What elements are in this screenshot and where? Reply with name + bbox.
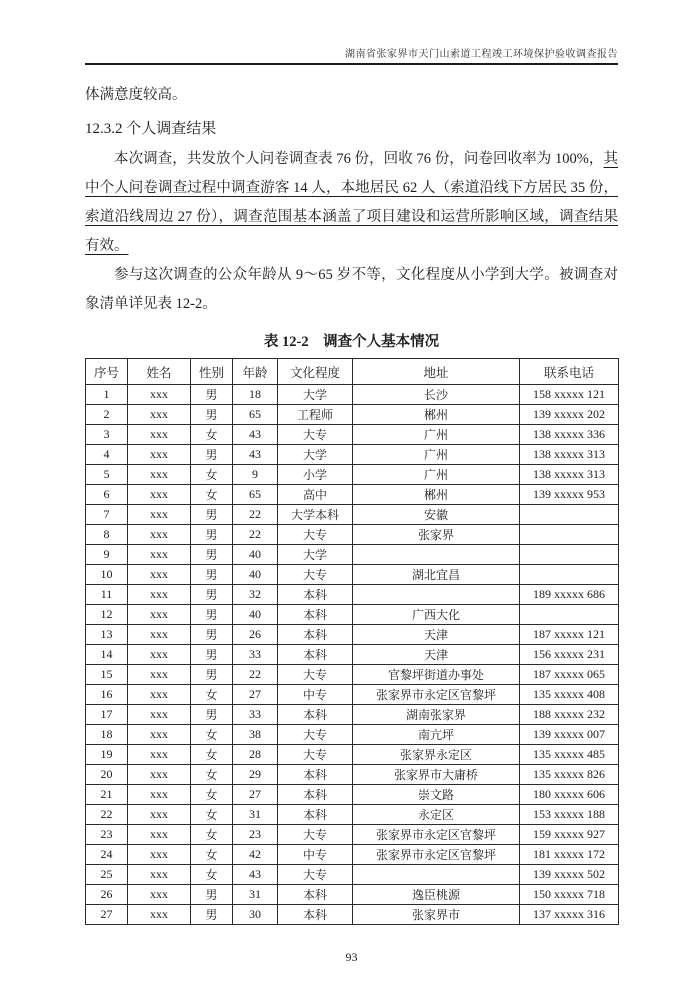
- table-cell: 18: [233, 385, 278, 405]
- table-cell: 广州: [353, 425, 520, 445]
- table-cell: 14: [86, 645, 128, 665]
- table-row: [86, 605, 619, 625]
- table-cell: 工程师: [278, 405, 353, 425]
- survey-respondents-table: [85, 358, 619, 925]
- table-cell: 25: [86, 865, 128, 885]
- table-body: [86, 385, 619, 925]
- table-row: [86, 625, 619, 645]
- table-cell: 女: [191, 805, 233, 825]
- table-cell: 40: [233, 565, 278, 585]
- table-cell: 本科: [278, 705, 353, 725]
- table-cell: xxx: [128, 705, 191, 725]
- table-cell: 10: [86, 565, 128, 585]
- table-cell: 女: [191, 845, 233, 865]
- table-cell: 男: [191, 525, 233, 545]
- table-cell: 43: [233, 445, 278, 465]
- table-cell: 65: [233, 485, 278, 505]
- table-cell: 女: [191, 485, 233, 505]
- table-cell: 33: [233, 645, 278, 665]
- table-cell: 187 xxxxx 065: [520, 665, 619, 685]
- table-cell: 21: [86, 785, 128, 805]
- table-cell: xxx: [128, 745, 191, 765]
- table-cell: 19: [86, 745, 128, 765]
- table-cell: xxx: [128, 625, 191, 645]
- table-cell: 女: [191, 825, 233, 845]
- table-cell: [353, 865, 520, 885]
- table-cell: xxx: [128, 645, 191, 665]
- table-cell: 6: [86, 485, 128, 505]
- table-cell: xxx: [128, 865, 191, 885]
- table-cell: 高中: [278, 485, 353, 505]
- paragraph-respondent-description: 参与这次调查的公众年龄从 9～65 岁不等，文化程度从小学到大学。被调查对象清单详见表 12-2。: [85, 267, 618, 312]
- table-row: [86, 885, 619, 905]
- table-cell: 小学: [278, 465, 353, 485]
- paragraph-intro-continuation: 体满意度较高。: [85, 87, 187, 103]
- table-cell: 男: [191, 885, 233, 905]
- table-cell: 男: [191, 645, 233, 665]
- table-cell: xxx: [128, 445, 191, 465]
- table-cell: 郴州: [353, 485, 520, 505]
- table-cell: 135 xxxxx 826: [520, 765, 619, 785]
- table-cell: [520, 505, 619, 525]
- table-cell: 男: [191, 585, 233, 605]
- table-cell: 永定区: [353, 805, 520, 825]
- table-cell: 150 xxxxx 718: [520, 885, 619, 905]
- table-cell: 本科: [278, 885, 353, 905]
- column-header-education: 文化程度: [278, 359, 353, 385]
- table-cell: 28: [233, 745, 278, 765]
- table-row: [86, 805, 619, 825]
- table-cell: xxx: [128, 505, 191, 525]
- running-header-title: 湖南省张家界市天门山索道工程竣工环境保护验收调查报告: [345, 49, 618, 60]
- table-cell: 20: [86, 765, 128, 785]
- table-cell: 张家界市永定区官黎坪: [353, 825, 520, 845]
- table-cell: 本科: [278, 605, 353, 625]
- table-cell: xxx: [128, 885, 191, 905]
- table-cell: 8: [86, 525, 128, 545]
- table-cell: 65: [233, 405, 278, 425]
- table-cell: 本科: [278, 785, 353, 805]
- table-cell: 男: [191, 625, 233, 645]
- table-cell: 大专: [278, 665, 353, 685]
- table-cell: 本科: [278, 645, 353, 665]
- table-cell: 男: [191, 505, 233, 525]
- table-row: [86, 785, 619, 805]
- table-cell: 9: [86, 545, 128, 565]
- table-cell: 本科: [278, 625, 353, 645]
- table-cell: 30: [233, 905, 278, 925]
- table-header-row: [86, 359, 619, 385]
- table-cell: 43: [233, 425, 278, 445]
- table-cell: 南亢坪: [353, 725, 520, 745]
- table-cell: 张家界永定区: [353, 745, 520, 765]
- table-row: [86, 825, 619, 845]
- table-row: [86, 725, 619, 745]
- table-cell: 40: [233, 605, 278, 625]
- table-cell: 138 xxxxx 313: [520, 445, 619, 465]
- table-cell: 男: [191, 385, 233, 405]
- table-cell: 湖北宜昌: [353, 565, 520, 585]
- table-row: [86, 745, 619, 765]
- table-cell: 22: [86, 805, 128, 825]
- table-cell: 187 xxxxx 121: [520, 625, 619, 645]
- table-cell: 138 xxxxx 336: [520, 425, 619, 445]
- table-cell: 38: [233, 725, 278, 745]
- table-cell: 女: [191, 685, 233, 705]
- table-cell: 31: [233, 805, 278, 825]
- table-cell: 43: [233, 865, 278, 885]
- table-row: [86, 645, 619, 665]
- table-header: [86, 359, 619, 385]
- table-cell: xxx: [128, 845, 191, 865]
- column-header-index: 序号: [86, 359, 128, 385]
- column-header-gender: 性别: [191, 359, 233, 385]
- table-cell: 大学: [278, 545, 353, 565]
- table-cell: 153 xxxxx 188: [520, 805, 619, 825]
- table-cell: [353, 585, 520, 605]
- table-cell: 12: [86, 605, 128, 625]
- table-row: [86, 465, 619, 485]
- table-cell: 181 xxxxx 172: [520, 845, 619, 865]
- table-cell: 159 xxxxx 927: [520, 825, 619, 845]
- table-cell: 张家界: [353, 525, 520, 545]
- table-cell: 23: [86, 825, 128, 845]
- header-divider-rule: [85, 63, 618, 65]
- table-cell: 张家界市: [353, 905, 520, 925]
- table-row: [86, 425, 619, 445]
- table-cell: 张家界市永定区官黎坪: [353, 685, 520, 705]
- table-cell: 大学: [278, 445, 353, 465]
- table-cell: xxx: [128, 405, 191, 425]
- table-cell: 男: [191, 665, 233, 685]
- table-cell: xxx: [128, 585, 191, 605]
- table-cell: 男: [191, 445, 233, 465]
- table-cell: 大专: [278, 745, 353, 765]
- table-cell: 42: [233, 845, 278, 865]
- table-cell: [520, 605, 619, 625]
- table-cell: xxx: [128, 725, 191, 745]
- table-cell: 本科: [278, 585, 353, 605]
- table-cell: 3: [86, 425, 128, 445]
- table-cell: 2: [86, 405, 128, 425]
- table-cell: 郴州: [353, 405, 520, 425]
- table-cell: 广州: [353, 465, 520, 485]
- table-cell: 22: [233, 525, 278, 545]
- table-row: [86, 485, 619, 505]
- table-cell: 16: [86, 685, 128, 705]
- table-cell: 135 xxxxx 408: [520, 685, 619, 705]
- table-cell: 女: [191, 785, 233, 805]
- table-cell: 天津: [353, 645, 520, 665]
- column-header-phone: 联系电话: [520, 359, 619, 385]
- table-cell: 女: [191, 745, 233, 765]
- table-cell: 张家界市永定区官黎坪: [353, 845, 520, 865]
- table-cell: 139 xxxxx 007: [520, 725, 619, 745]
- table-cell: 女: [191, 465, 233, 485]
- table-cell: 139 xxxxx 953: [520, 485, 619, 505]
- table-cell: xxx: [128, 785, 191, 805]
- table-row: [86, 545, 619, 565]
- table-cell: 135 xxxxx 485: [520, 745, 619, 765]
- table-row: [86, 765, 619, 785]
- table-cell: 男: [191, 565, 233, 585]
- table-cell: 180 xxxxx 606: [520, 785, 619, 805]
- table-cell: 女: [191, 865, 233, 885]
- table-cell: 男: [191, 545, 233, 565]
- table-cell: xxx: [128, 525, 191, 545]
- table-cell: xxx: [128, 825, 191, 845]
- table-cell: 139 xxxxx 202: [520, 405, 619, 425]
- table-cell: xxx: [128, 905, 191, 925]
- table-cell: xxx: [128, 605, 191, 625]
- table-cell: 本科: [278, 805, 353, 825]
- table-row: [86, 585, 619, 605]
- table-cell: 男: [191, 405, 233, 425]
- table-cell: 广州: [353, 445, 520, 465]
- table-cell: 大学: [278, 385, 353, 405]
- page-header: [85, 0, 618, 65]
- page-content: [85, 83, 618, 965]
- table-cell: 大专: [278, 825, 353, 845]
- table-cell: 40: [233, 545, 278, 565]
- table-cell: 女: [191, 765, 233, 785]
- table-cell: 18: [86, 725, 128, 745]
- section-heading-12-3-2: 12.3.2 个人调查结果: [85, 121, 217, 137]
- paragraph-survey-summary-underlined: 其中个人问卷调查过程中调查游客 14 人，本地居民 62 人（索道沿线下方居民 35 份，索道沿线周边 27 份），调查范围基本涵盖了项目建设和运营所影响区域，调查结果有效。: [85, 151, 618, 254]
- column-header-age: 年龄: [233, 359, 278, 385]
- table-cell: xxx: [128, 665, 191, 685]
- table-cell: [520, 525, 619, 545]
- table-cell: [520, 545, 619, 565]
- table-cell: 女: [191, 725, 233, 745]
- table-cell: 158 xxxxx 121: [520, 385, 619, 405]
- table-cell: 男: [191, 605, 233, 625]
- table-row: [86, 385, 619, 405]
- table-cell: 大学本科: [278, 505, 353, 525]
- table-cell: xxx: [128, 685, 191, 705]
- table-cell: 27: [86, 905, 128, 925]
- table-row: [86, 445, 619, 465]
- table-cell: 5: [86, 465, 128, 485]
- table-cell: 安徽: [353, 505, 520, 525]
- table-cell: 男: [191, 705, 233, 725]
- table-row: [86, 905, 619, 925]
- table-cell: xxx: [128, 385, 191, 405]
- table-cell: 女: [191, 425, 233, 445]
- table-cell: 139 xxxxx 502: [520, 865, 619, 885]
- table-cell: [520, 565, 619, 585]
- table-row: [86, 565, 619, 585]
- table-cell: 26: [233, 625, 278, 645]
- table-cell: 广西大化: [353, 605, 520, 625]
- table-cell: xxx: [128, 485, 191, 505]
- table-cell: xxx: [128, 565, 191, 585]
- table-cell: 1: [86, 385, 128, 405]
- table-cell: 11: [86, 585, 128, 605]
- table-cell: 23: [233, 825, 278, 845]
- table-cell: 189 xxxxx 686: [520, 585, 619, 605]
- page-number: 93: [345, 950, 358, 964]
- table-cell: 天津: [353, 625, 520, 645]
- table-cell: 156 xxxxx 231: [520, 645, 619, 665]
- table-cell: 137 xxxxx 316: [520, 905, 619, 925]
- table-cell: 29: [233, 765, 278, 785]
- table-row: [86, 665, 619, 685]
- table-row: [86, 525, 619, 545]
- table-cell: 张家界市大庸桥: [353, 765, 520, 785]
- table-cell: xxx: [128, 805, 191, 825]
- table-cell: 9: [233, 465, 278, 485]
- table-cell: 男: [191, 905, 233, 925]
- table-cell: 大专: [278, 425, 353, 445]
- paragraph-survey-summary-normal: 本次调查，共发放个人问卷调查表 76 份，回收 76 份，问卷回收率为 100%，: [114, 151, 604, 167]
- table-cell: 长沙: [353, 385, 520, 405]
- table-cell: 本科: [278, 765, 353, 785]
- table-cell: 33: [233, 705, 278, 725]
- table-cell: 中专: [278, 845, 353, 865]
- table-cell: 27: [233, 785, 278, 805]
- table-caption: 表 12-2 调查个人基本情况: [263, 334, 440, 350]
- table-cell: 13: [86, 625, 128, 645]
- table-cell: xxx: [128, 765, 191, 785]
- table-cell: 中专: [278, 685, 353, 705]
- table-row: [86, 845, 619, 865]
- table-cell: 26: [86, 885, 128, 905]
- table-cell: 湖南张家界: [353, 705, 520, 725]
- table-cell: 大专: [278, 565, 353, 585]
- table-cell: 4: [86, 445, 128, 465]
- table-cell: 22: [233, 505, 278, 525]
- table-cell: 大专: [278, 725, 353, 745]
- table-cell: xxx: [128, 465, 191, 485]
- table-cell: 7: [86, 505, 128, 525]
- table-row: [86, 505, 619, 525]
- table-row: [86, 405, 619, 425]
- table-cell: 崇文路: [353, 785, 520, 805]
- table-cell: 188 xxxxx 232: [520, 705, 619, 725]
- table-cell: 27: [233, 685, 278, 705]
- table-cell: 本科: [278, 905, 353, 925]
- column-header-name: 姓名: [128, 359, 191, 385]
- table-cell: 17: [86, 705, 128, 725]
- table-cell: xxx: [128, 545, 191, 565]
- table-cell: 官黎坪街道办事处: [353, 665, 520, 685]
- table-cell: 15: [86, 665, 128, 685]
- table-cell: xxx: [128, 425, 191, 445]
- table-row: [86, 865, 619, 885]
- table-cell: [353, 545, 520, 565]
- table-row: [86, 705, 619, 725]
- table-cell: 138 xxxxx 313: [520, 465, 619, 485]
- table-cell: 22: [233, 665, 278, 685]
- table-row: [86, 685, 619, 705]
- table-cell: 31: [233, 885, 278, 905]
- table-cell: 大专: [278, 525, 353, 545]
- table-cell: 32: [233, 585, 278, 605]
- column-header-address: 地址: [353, 359, 520, 385]
- paragraph-survey-summary: [85, 145, 618, 261]
- table-cell: 大专: [278, 865, 353, 885]
- table-cell: 逸臣桃源: [353, 885, 520, 905]
- table-cell: 24: [86, 845, 128, 865]
